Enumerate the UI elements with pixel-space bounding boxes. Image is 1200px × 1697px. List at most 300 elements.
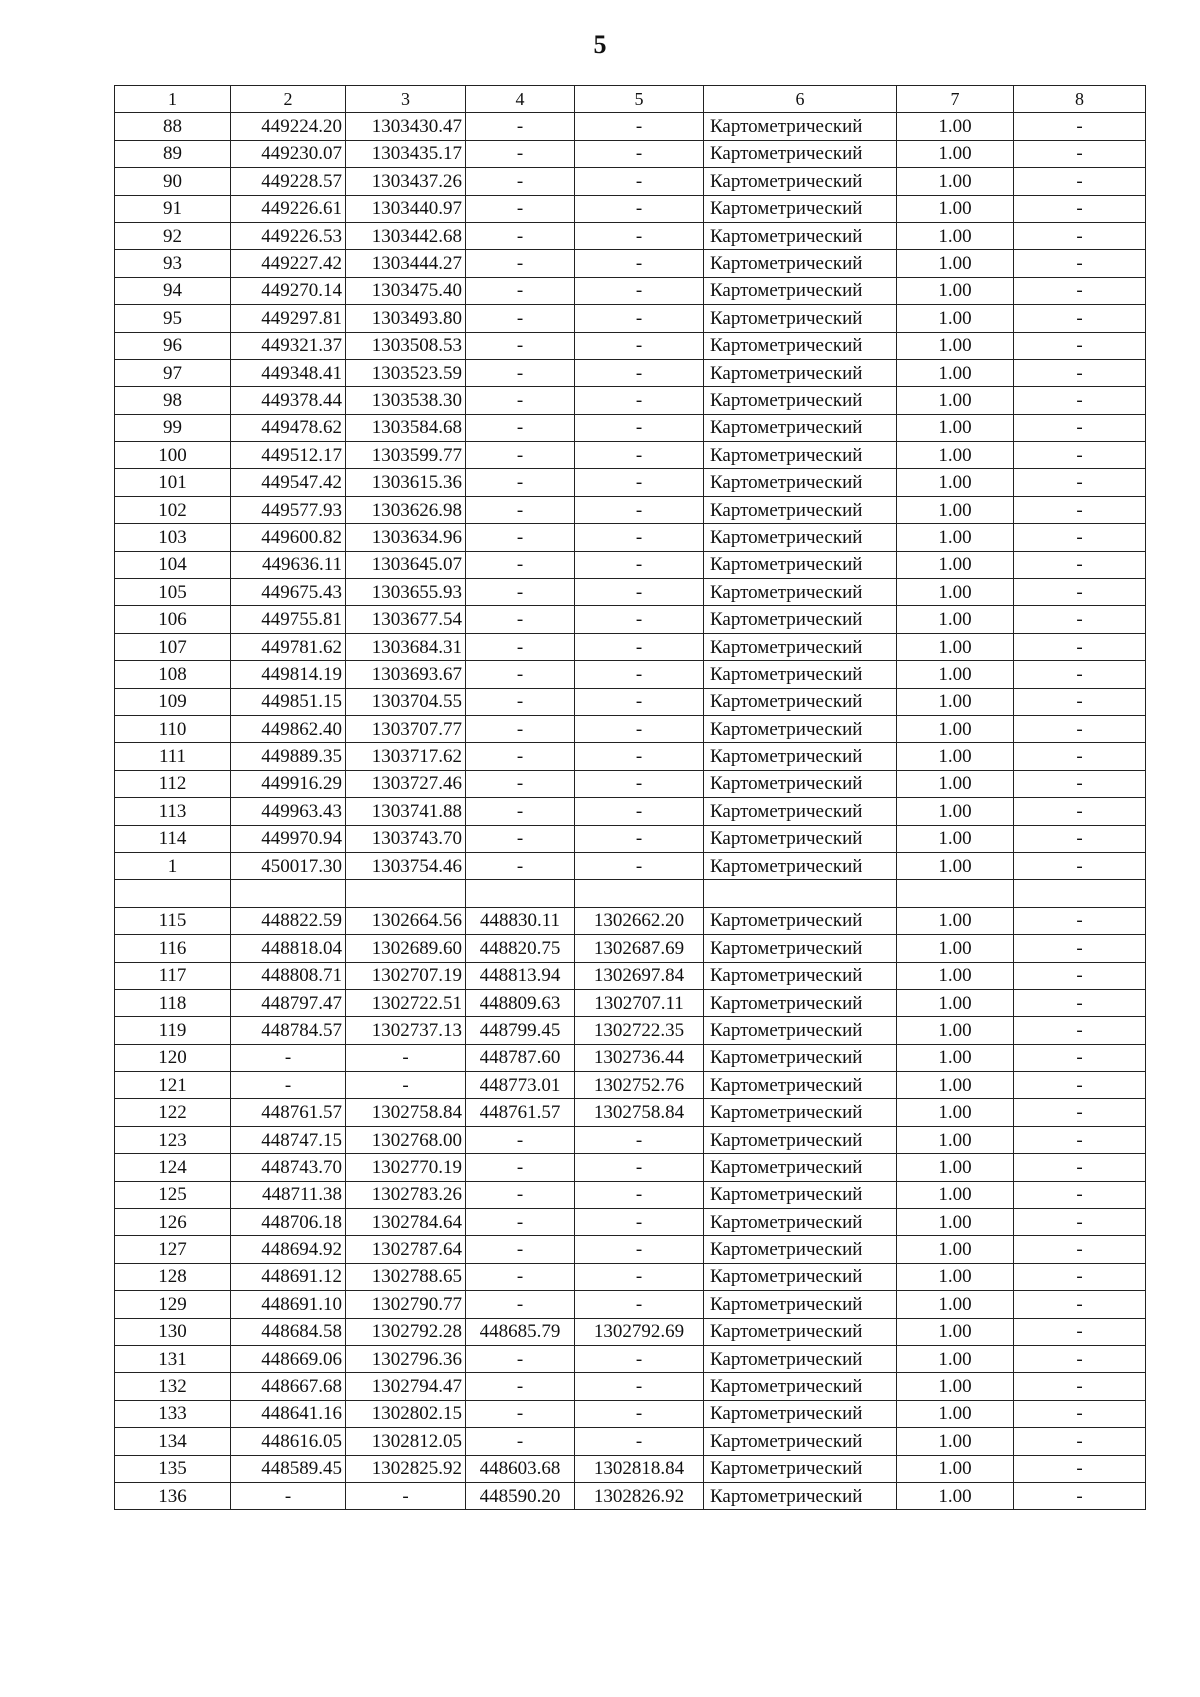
table-cell: Картометрический (704, 387, 897, 414)
table-cell: 1.00 (897, 1400, 1014, 1427)
table-cell: - (1014, 1373, 1146, 1400)
table-cell: 1302662.20 (575, 907, 704, 934)
table-cell: - (1014, 332, 1146, 359)
table-cell (466, 880, 575, 907)
table-cell: 1.00 (897, 1154, 1014, 1181)
table-cell: - (466, 825, 575, 852)
table-cell: - (575, 277, 704, 304)
table-cell: 1302768.00 (346, 1126, 466, 1153)
table-cell: - (1014, 798, 1146, 825)
table-cell: 1.00 (897, 1263, 1014, 1290)
table-row (115, 962, 1146, 989)
table-cell: 110 (115, 715, 231, 742)
table-cell: - (1014, 989, 1146, 1016)
table-cell: 99 (115, 414, 231, 441)
table-cell: - (1014, 168, 1146, 195)
table-cell: 449226.61 (231, 195, 346, 222)
table-row (115, 579, 1146, 606)
table-row (115, 1072, 1146, 1099)
table-cell: 449227.42 (231, 250, 346, 277)
table-cell: 118 (115, 989, 231, 1016)
table-row (115, 359, 1146, 386)
table-cell: 1.00 (897, 1126, 1014, 1153)
table-cell: 101 (115, 469, 231, 496)
table-cell: - (231, 1072, 346, 1099)
table-row (115, 551, 1146, 578)
table-cell: 1302818.84 (575, 1455, 704, 1482)
table-cell: 1.00 (897, 277, 1014, 304)
table-cell: 1.00 (897, 688, 1014, 715)
table-cell: 132 (115, 1373, 231, 1400)
table-cell: 1302707.11 (575, 989, 704, 1016)
table-cell: 1.00 (897, 168, 1014, 195)
table-row (115, 798, 1146, 825)
table-cell: Картометрический (704, 661, 897, 688)
table-cell: 128 (115, 1263, 231, 1290)
table-cell: - (1014, 661, 1146, 688)
table-cell: Картометрический (704, 524, 897, 551)
table-cell: 1302736.44 (575, 1044, 704, 1071)
table-cell: - (575, 113, 704, 140)
table-cell: 88 (115, 113, 231, 140)
table-cell: - (1014, 140, 1146, 167)
table-cell: 448691.10 (231, 1291, 346, 1318)
table-cell: 102 (115, 496, 231, 523)
table-cell: - (466, 442, 575, 469)
table-row (115, 1455, 1146, 1482)
table-cell: - (466, 1209, 575, 1236)
table-cell: - (231, 1482, 346, 1509)
table-cell: 1.00 (897, 907, 1014, 934)
table-cell: - (1014, 1236, 1146, 1263)
coordinates-table-body (115, 86, 1146, 1510)
table-row (115, 1236, 1146, 1263)
table-cell: - (1014, 1181, 1146, 1208)
table-cell: - (575, 442, 704, 469)
table-row (115, 332, 1146, 359)
table-cell: Картометрический (704, 1099, 897, 1126)
table-cell: - (1014, 1072, 1146, 1099)
table-cell: 449226.53 (231, 222, 346, 249)
table-cell: 1303444.27 (346, 250, 466, 277)
table-cell: - (575, 743, 704, 770)
table-cell: Картометрический (704, 688, 897, 715)
table-row (115, 305, 1146, 332)
table-cell: - (1014, 1345, 1146, 1372)
table-row (115, 1017, 1146, 1044)
table-cell: 449862.40 (231, 715, 346, 742)
table-header-row (115, 86, 1146, 113)
table-cell: Картометрический (704, 1373, 897, 1400)
table-cell: - (575, 1291, 704, 1318)
table-cell: - (575, 852, 704, 879)
table-cell: 448694.92 (231, 1236, 346, 1263)
table-cell: - (1014, 1428, 1146, 1455)
column-header: 1 (115, 86, 231, 113)
table-cell: 448684.58 (231, 1318, 346, 1345)
table-cell: - (1014, 1099, 1146, 1126)
table-cell: - (346, 1044, 466, 1071)
table-cell: Картометрический (704, 989, 897, 1016)
table-cell: 448797.47 (231, 989, 346, 1016)
table-cell: 1.00 (897, 113, 1014, 140)
column-header: 4 (466, 86, 575, 113)
table-cell: 1.00 (897, 770, 1014, 797)
table-cell: 448685.79 (466, 1318, 575, 1345)
table-cell: 449297.81 (231, 305, 346, 332)
table-cell: 1303754.46 (346, 852, 466, 879)
table-cell: 1302784.64 (346, 1209, 466, 1236)
table-cell: - (1014, 907, 1146, 934)
table-row (115, 1044, 1146, 1071)
table-row (115, 825, 1146, 852)
table-cell: - (1014, 633, 1146, 660)
table-cell: Картометрический (704, 1482, 897, 1509)
table-cell: 112 (115, 770, 231, 797)
table-cell: - (466, 496, 575, 523)
table-row (115, 715, 1146, 742)
table-cell: 1303704.55 (346, 688, 466, 715)
table-cell: 97 (115, 359, 231, 386)
table-cell: - (575, 168, 704, 195)
table-cell: Картометрический (704, 798, 897, 825)
table-cell: 1.00 (897, 852, 1014, 879)
table-cell: - (575, 1428, 704, 1455)
table-cell: 127 (115, 1236, 231, 1263)
table-cell: - (466, 1126, 575, 1153)
table-cell: Картометрический (704, 743, 897, 770)
table-cell: 449851.15 (231, 688, 346, 715)
table-row (115, 661, 1146, 688)
table-cell: 1303684.31 (346, 633, 466, 660)
table-cell: 1.00 (897, 579, 1014, 606)
table-cell: - (1014, 359, 1146, 386)
table-cell: - (1014, 524, 1146, 551)
table-cell: - (1014, 469, 1146, 496)
table-cell: 1302770.19 (346, 1154, 466, 1181)
table-cell: Картометрический (704, 168, 897, 195)
table-cell: - (575, 359, 704, 386)
table-row (115, 195, 1146, 222)
table-cell: - (1014, 1154, 1146, 1181)
table-cell: - (1014, 1209, 1146, 1236)
table-cell: 95 (115, 305, 231, 332)
table-cell: 1302707.19 (346, 962, 466, 989)
table-cell: 448589.45 (231, 1455, 346, 1482)
column-header: 5 (575, 86, 704, 113)
table-cell: - (466, 798, 575, 825)
table-cell: 449547.42 (231, 469, 346, 496)
table-cell: Картометрический (704, 1044, 897, 1071)
table-cell: - (466, 688, 575, 715)
table-cell: - (466, 524, 575, 551)
table-row (115, 1263, 1146, 1290)
table-cell: 1.00 (897, 661, 1014, 688)
table-cell: - (466, 168, 575, 195)
table-cell: 1302802.15 (346, 1400, 466, 1427)
table-cell: 1.00 (897, 743, 1014, 770)
table-cell: 123 (115, 1126, 231, 1153)
table-cell: 1303475.40 (346, 277, 466, 304)
table-cell: 448711.38 (231, 1181, 346, 1208)
table-cell: 1.00 (897, 935, 1014, 962)
table-cell: 448590.20 (466, 1482, 575, 1509)
table-cell: Картометрический (704, 469, 897, 496)
table-cell: - (466, 1345, 575, 1372)
table-cell: 120 (115, 1044, 231, 1071)
table-cell: 1.00 (897, 606, 1014, 633)
table-cell: - (575, 715, 704, 742)
table-cell: 1303626.98 (346, 496, 466, 523)
table-cell: Картометрический (704, 715, 897, 742)
table-cell: 1302788.65 (346, 1263, 466, 1290)
table-cell: - (1014, 579, 1146, 606)
table-cell: 1303523.59 (346, 359, 466, 386)
table-cell: - (575, 661, 704, 688)
table-cell: 449675.43 (231, 579, 346, 606)
table-cell: - (466, 1373, 575, 1400)
table-cell: 1303440.97 (346, 195, 466, 222)
table-row (115, 1345, 1146, 1372)
table-cell: 449970.94 (231, 825, 346, 852)
table-cell: 131 (115, 1345, 231, 1372)
table-cell: 106 (115, 606, 231, 633)
table-cell: 1303615.36 (346, 469, 466, 496)
table-cell: Картометрический (704, 250, 897, 277)
table-row (115, 606, 1146, 633)
table-cell: - (575, 195, 704, 222)
table-cell: 1303634.96 (346, 524, 466, 551)
table-cell: - (466, 469, 575, 496)
table-cell: 1.00 (897, 442, 1014, 469)
column-header: 7 (897, 86, 1014, 113)
table-cell: - (466, 1181, 575, 1208)
table-row (115, 1428, 1146, 1455)
table-cell: 448761.57 (231, 1099, 346, 1126)
table-cell: - (1014, 1291, 1146, 1318)
table-cell: - (1014, 305, 1146, 332)
table-cell: - (466, 1263, 575, 1290)
table-cell: - (466, 661, 575, 688)
table-cell: - (575, 633, 704, 660)
table-cell: 1303655.93 (346, 579, 466, 606)
table-cell: - (575, 770, 704, 797)
table-cell: - (1014, 387, 1146, 414)
table-cell: - (466, 852, 575, 879)
table-cell: 100 (115, 442, 231, 469)
table-cell: 1.00 (897, 825, 1014, 852)
table-cell: 122 (115, 1099, 231, 1126)
table-cell: 448616.05 (231, 1428, 346, 1455)
table-cell: Картометрический (704, 277, 897, 304)
table-cell: Картометрический (704, 962, 897, 989)
table-cell: - (1014, 250, 1146, 277)
table-cell: 1302792.28 (346, 1318, 466, 1345)
table-cell: Картометрический (704, 496, 897, 523)
table-cell: 448820.75 (466, 935, 575, 962)
table-cell: 448761.57 (466, 1099, 575, 1126)
table-cell: 136 (115, 1482, 231, 1509)
table-cell: - (575, 305, 704, 332)
table-cell: - (575, 524, 704, 551)
table-cell: - (466, 359, 575, 386)
table-cell: - (466, 250, 575, 277)
table-cell: 1.00 (897, 551, 1014, 578)
table-cell: - (575, 332, 704, 359)
table-cell: - (1014, 962, 1146, 989)
table-cell: - (1014, 743, 1146, 770)
table-cell: 113 (115, 798, 231, 825)
table-cell (575, 880, 704, 907)
table-cell: Картометрический (704, 825, 897, 852)
table-cell: 124 (115, 1154, 231, 1181)
table-row (115, 1373, 1146, 1400)
table-cell: 114 (115, 825, 231, 852)
table-cell: Картометрический (704, 935, 897, 962)
table-row (115, 633, 1146, 660)
table-cell: - (466, 1428, 575, 1455)
table-cell: - (575, 1181, 704, 1208)
table-cell: - (466, 277, 575, 304)
table-cell: Картометрический (704, 1017, 897, 1044)
table-cell: - (1014, 414, 1146, 441)
table-cell: 1.00 (897, 222, 1014, 249)
table-cell: 448667.68 (231, 1373, 346, 1400)
table-cell: Картометрический (704, 606, 897, 633)
table-cell: 94 (115, 277, 231, 304)
table-cell: 1303645.07 (346, 551, 466, 578)
table-cell: 108 (115, 661, 231, 688)
table-cell: - (1014, 1044, 1146, 1071)
table-cell: - (466, 332, 575, 359)
table-cell: 1.00 (897, 1345, 1014, 1372)
table-cell: 1302737.13 (346, 1017, 466, 1044)
table-cell: - (466, 414, 575, 441)
table-cell: 449577.93 (231, 496, 346, 523)
table-cell: Картометрический (704, 1181, 897, 1208)
table-cell: 1302689.60 (346, 935, 466, 962)
table-cell: - (1014, 1263, 1146, 1290)
table-cell: - (575, 496, 704, 523)
table-cell: 448669.06 (231, 1345, 346, 1372)
table-cell: 93 (115, 250, 231, 277)
table-cell: - (575, 140, 704, 167)
table-cell: Картометрический (704, 1154, 897, 1181)
table-cell: 1303584.68 (346, 414, 466, 441)
table-cell: 449600.82 (231, 524, 346, 551)
table-cell: - (575, 1154, 704, 1181)
table-cell: 1.00 (897, 359, 1014, 386)
table-cell: 1.00 (897, 305, 1014, 332)
table-cell: 449378.44 (231, 387, 346, 414)
table-cell: Картометрический (704, 633, 897, 660)
table-cell: - (346, 1072, 466, 1099)
table-cell: - (575, 579, 704, 606)
table-cell: 1302796.36 (346, 1345, 466, 1372)
table-cell: - (575, 798, 704, 825)
table-cell: Картометрический (704, 1291, 897, 1318)
table-cell: Картометрический (704, 1345, 897, 1372)
table-cell: Картометрический (704, 1400, 897, 1427)
table-cell: 1303430.47 (346, 113, 466, 140)
table-cell: 1302722.35 (575, 1017, 704, 1044)
table-row (115, 852, 1146, 879)
table-row (115, 469, 1146, 496)
table-cell: 1.00 (897, 140, 1014, 167)
table-cell: Картометрический (704, 1126, 897, 1153)
table-cell: 111 (115, 743, 231, 770)
table-cell: - (575, 1126, 704, 1153)
table-cell: - (1014, 770, 1146, 797)
table-cell: 107 (115, 633, 231, 660)
table-cell: - (466, 1400, 575, 1427)
table-cell: 448784.57 (231, 1017, 346, 1044)
table-cell: Картометрический (704, 1072, 897, 1099)
table-cell: 449755.81 (231, 606, 346, 633)
table-row (115, 1099, 1146, 1126)
table-cell: 1302787.64 (346, 1236, 466, 1263)
table-cell: 1303727.46 (346, 770, 466, 797)
table-cell: Картометрический (704, 1318, 897, 1345)
table-cell: 1303538.30 (346, 387, 466, 414)
column-header: 8 (1014, 86, 1146, 113)
table-cell: 1.00 (897, 1017, 1014, 1044)
table-cell: Картометрический (704, 195, 897, 222)
table-cell: 92 (115, 222, 231, 249)
table-cell: 104 (115, 551, 231, 578)
table-cell: Картометрический (704, 113, 897, 140)
table-cell: 448830.11 (466, 907, 575, 934)
table-cell: 1.00 (897, 469, 1014, 496)
table-cell: - (1014, 825, 1146, 852)
table-cell: 1.00 (897, 715, 1014, 742)
table-cell: - (466, 140, 575, 167)
column-header: 6 (704, 86, 897, 113)
table-cell: 1302752.76 (575, 1072, 704, 1099)
table-cell: - (346, 1482, 466, 1509)
table-cell (115, 880, 231, 907)
table-cell: - (575, 551, 704, 578)
table-cell: Картометрический (704, 551, 897, 578)
table-cell: 90 (115, 168, 231, 195)
table-cell: 449963.43 (231, 798, 346, 825)
table-cell: - (575, 1400, 704, 1427)
table-cell: 133 (115, 1400, 231, 1427)
table-row (115, 496, 1146, 523)
table-cell: - (1014, 1126, 1146, 1153)
table-cell: Картометрический (704, 1455, 897, 1482)
table-row (115, 770, 1146, 797)
table-cell: - (575, 387, 704, 414)
table-cell: - (1014, 551, 1146, 578)
table-cell: - (466, 387, 575, 414)
table-cell: 98 (115, 387, 231, 414)
table-cell: 1.00 (897, 1072, 1014, 1099)
table-cell (1014, 880, 1146, 907)
table-cell: - (466, 195, 575, 222)
table-cell: 1303707.77 (346, 715, 466, 742)
table-cell: Картометрический (704, 222, 897, 249)
table-cell: 1.00 (897, 1455, 1014, 1482)
table-cell: - (575, 414, 704, 441)
table-cell: Картометрический (704, 907, 897, 934)
table-cell: 130 (115, 1318, 231, 1345)
table-cell: 1.00 (897, 496, 1014, 523)
table-row (115, 1181, 1146, 1208)
table-cell: 1303677.54 (346, 606, 466, 633)
table-cell: 448691.12 (231, 1263, 346, 1290)
table-cell: - (575, 222, 704, 249)
